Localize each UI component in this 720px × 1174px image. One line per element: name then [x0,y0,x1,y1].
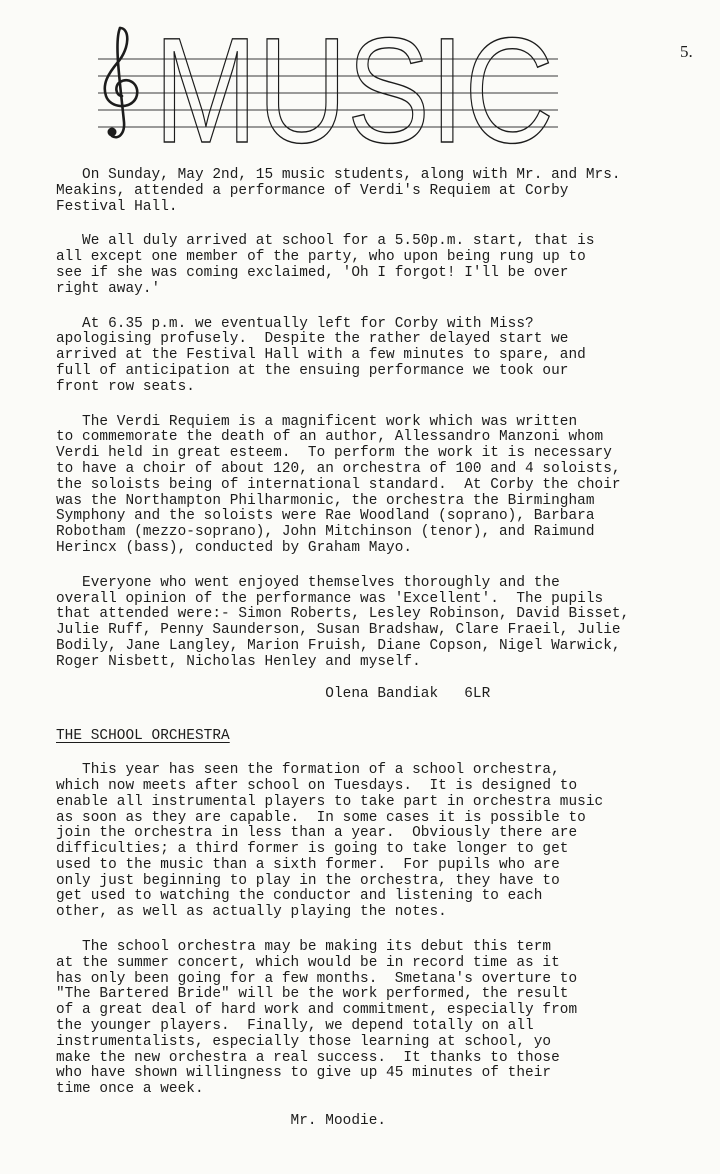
orchestra-paragraph: The school orchestra may be making its debut this term at the summer concert, which would be in record time as it has only been going for a few months. Smetana's overture to "The Bartered Bride" will be the work performed, the result of a great deal of hard work and commitment, especially from the younger players. Finally, we depend totally on all instrumentalists, especially those learning at school, yo make the new orchestra a real success. It thanks to those who have shown willingness to give up 45 minutes of their time once a week. [56,939,578,1098]
page-content [56,168,720,1130]
page-number: 5. [680,42,693,61]
music-paragraph: We all duly arrived at school for a 5.50p.m. start, that is all except one member of the party, who upon being rung up to see if she was coming exclaimed, 'Oh I forgot! I'll be over right away.' [56,233,595,297]
treble-clef-icon [105,28,137,137]
music-paragraph: At 6.35 p.m. we eventually left for Corby with Miss? apologising profusely. Despite the rather delayed start we arrived at the Festival Hall with a few minutes to spare, and full of anticipation at the ensuing performance we took our front row seats. [56,315,586,395]
music-signature: Olena Bandiak 6LR [56,685,491,702]
orchestra-paragraph: This year has seen the formation of a school orchestra, which now meets after school on Tuesdays. It is designed to enable all instrumental players to take part in orchestra music as soon as they are capable. In some cases it is possible to join the orchestra in less than a year. Obviously there are difficulties; a third former is going to take longer to get used to the music than a sixth former. For pupils who are only just beginning to play in the orchestra, they have to get used to watching the conductor and listening to each other, as well as actually playing the notes. [56,762,604,921]
music-paragraph: Everyone who went enjoyed themselves thoroughly and the overall opinion of the performance was 'Excellent'. The pupils that attended were:- Simon Roberts, Lesley Robinson, David Bisset, Julie Ruff, Penny Saunderson, Susan Bradshaw, Clare Fraeil, Julie Bodily, Jane Langley, Marion Fruish, Diane Copson, Nigel Warwick, Roger Nisbett, Nicholas Henley and myself. [56,574,630,670]
banner-title: MUSIC [154,22,554,148]
music-paragraph: The Verdi Requiem is a magnificent work which was written to commemorate the death of an author, Allessandro Manzoni whom Verdi held in great esteem. To perform the work it is necessary to have a choir of about 120, an orchestra of 100 and 4 soloists, the soloists being of international standard. At Corby the choir was the Northampton Philharmonic, the orchestra the Birmingham Symphony and the soloists were Rae Woodland (soprano), Barbara Robotham (mezzo-soprano), John Mitchinson (tenor), and Raimund Herincx (bass), conducted by Graham Mayo. [56,413,621,556]
orchestra-signature: Mr. Moodie. [56,1113,387,1130]
orchestra-heading: THE SCHOOL ORCHESTRA [56,728,230,745]
music-banner-graphic [98,22,558,148]
music-banner [98,22,558,148]
music-paragraph: On Sunday, May 2nd, 15 music students, along with Mr. and Mrs. Meakins, attended a performance of Verdi's Requiem at Corby Festival Hall. [56,167,621,215]
